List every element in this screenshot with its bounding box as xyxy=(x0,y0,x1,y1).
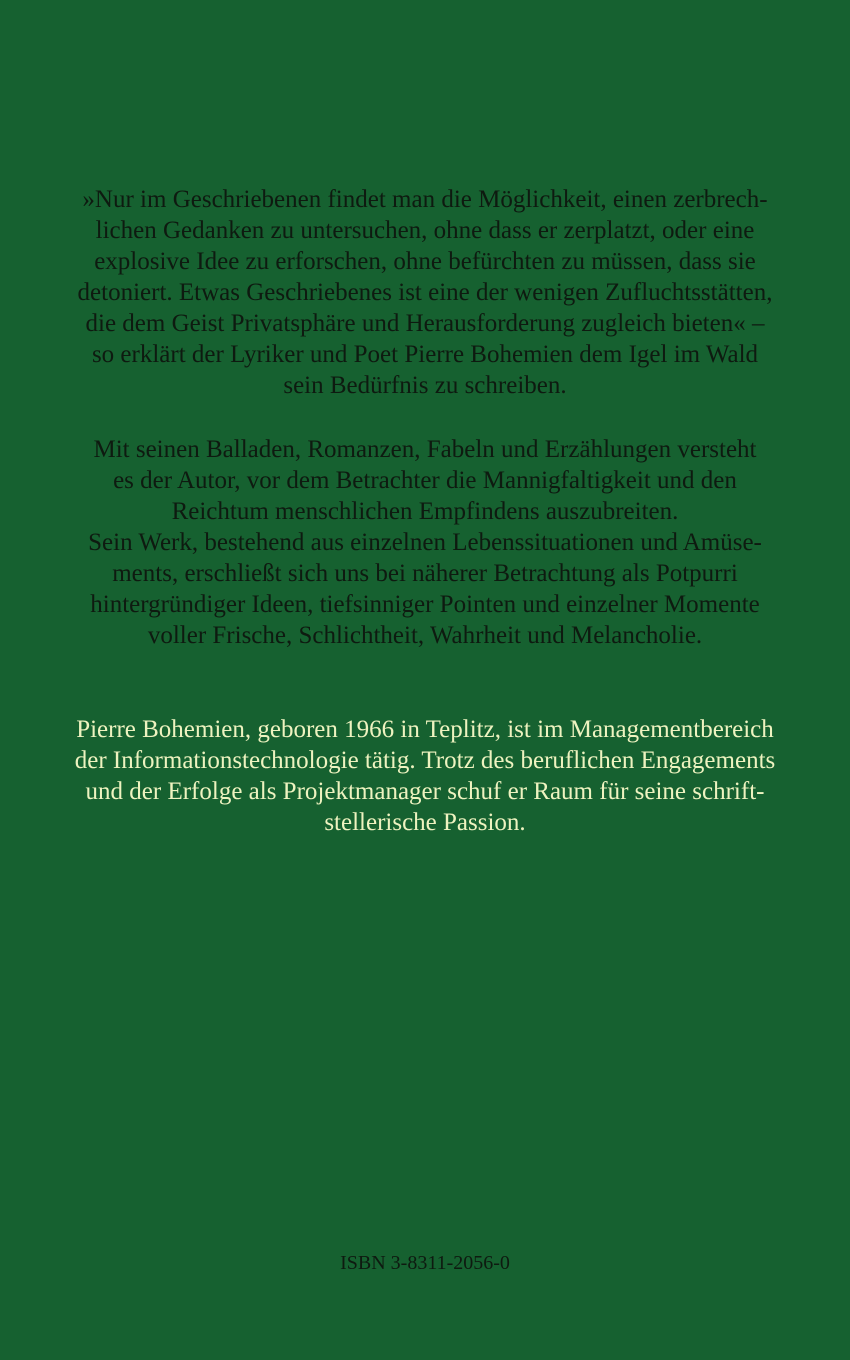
quote-paragraph xyxy=(60,184,790,401)
work-line: voller Frische, Schlichtheit, Wahrheit und Melancholie. xyxy=(147,622,703,649)
quote-line: so erklärt der Lyriker und Poet Pierre Bohemien dem Igel im Wald xyxy=(91,341,759,368)
author-line: stellerische Passion. xyxy=(324,809,526,836)
quote-line: explosive Idee zu erforschen, ohne befürchten zu müssen, dass sie xyxy=(94,248,756,275)
author-line: der Informationstechnologie tätig. Trotz des beruflichen Engagements xyxy=(74,747,776,774)
work-line: ments, erschließt sich uns bei näherer Betrachtung als Potpurri xyxy=(112,560,738,587)
author-line: und der Erfolge als Projektmanager schuf er Raum für seine schrift- xyxy=(85,778,765,805)
work-line: hintergründiger Ideen, tiefsinniger Pointen und einzelner Momente xyxy=(90,591,760,618)
work-line: es der Autor, vor dem Betrachter die Mannigfaltigkeit und den xyxy=(113,467,737,494)
work-description-paragraph xyxy=(60,434,790,651)
work-line: Mit seinen Balladen, Romanzen, Fabeln und Erzählungen versteht xyxy=(93,436,757,463)
quote-line: »Nur im Geschriebenen findet man die Möglichkeit, einen zerbrech- xyxy=(82,186,768,213)
isbn-number: ISBN 3-8311-2056-0 xyxy=(340,1252,510,1274)
quote-line: lichen Gedanken zu untersuchen, ohne dass er zerplatzt, oder eine xyxy=(95,217,755,244)
quote-line: sein Bedürfnis zu schreiben. xyxy=(283,372,567,399)
quote-line: detoniert. Etwas Geschriebenes ist eine der wenigen Zufluchtsstätten, xyxy=(77,279,773,306)
quote-line: die dem Geist Privatsphäre und Herausforderung zugleich bieten« – xyxy=(85,310,765,337)
work-line: Reichtum menschlichen Empfindens auszubreiten. xyxy=(171,498,679,525)
work-line: Sein Werk, bestehend aus einzelnen Lebenssituationen und Amüse- xyxy=(88,529,762,556)
author-line: Pierre Bohemien, geboren 1966 in Teplitz, ist im Managementbereich xyxy=(76,716,774,743)
author-bio-paragraph xyxy=(60,714,790,838)
